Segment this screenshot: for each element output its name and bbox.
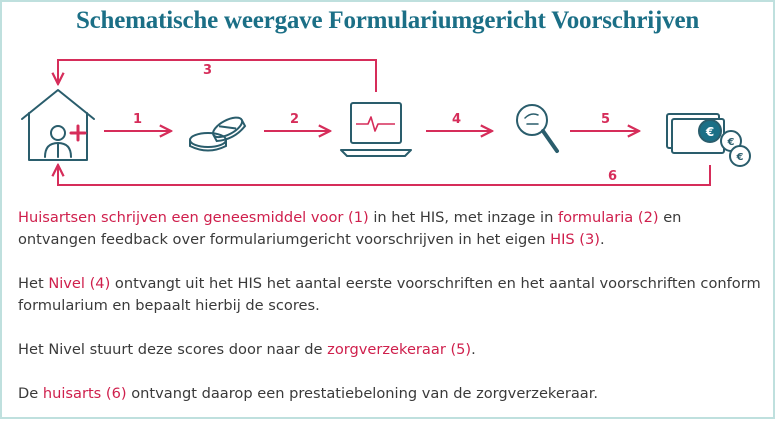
text-span: Het Nivel stuurt deze scores door naar de xyxy=(18,341,328,358)
highlight-gp: huisarts (6) xyxy=(42,385,127,402)
money-euro-icon xyxy=(667,114,750,166)
paragraph-nivel xyxy=(18,273,763,317)
text-span: . xyxy=(599,231,605,248)
flow-diagram xyxy=(0,0,775,200)
arrow-label-5: 5 xyxy=(601,112,611,127)
arrow-3 xyxy=(58,60,376,92)
magnifier-icon xyxy=(517,105,557,151)
page-title: Schematische weergave Formulariumgericht Voorschrijven xyxy=(75,7,700,34)
paragraph-insurer xyxy=(18,339,763,361)
highlight-nivel: Nivel (4) xyxy=(48,275,111,292)
highlight-formularia: formularia (2) xyxy=(557,209,659,226)
laptop-icon xyxy=(341,103,411,156)
svg-text:€: € xyxy=(736,152,744,163)
text-span: De xyxy=(18,385,43,402)
highlight-prescribe: Huisartsen schrijven een geneesmiddel voor (1) xyxy=(18,209,369,226)
text-span: in het HIS, met inzage in xyxy=(368,209,558,226)
arrow-label-4: 4 xyxy=(452,112,462,127)
text-span: ontvangt daarop een prestatiebeloning van de zorgverzekeraar. xyxy=(126,385,599,402)
highlight-his: HIS (3) xyxy=(550,231,600,248)
paragraph-prescribing xyxy=(18,207,763,251)
house-doctor-icon xyxy=(22,90,94,160)
text-span: en ontvangen feedback over formulariumgericht voorschrijven in het eigen xyxy=(18,209,682,248)
pills-icon xyxy=(190,114,247,151)
text-span: . xyxy=(471,341,476,358)
arrow-label-3: 3 xyxy=(203,63,213,78)
arrow-label-6: 6 xyxy=(608,169,618,184)
text-span: Het xyxy=(18,275,49,292)
arrow-label-2: 2 xyxy=(290,112,300,127)
text-span: ontvangt uit het HIS het aantal eerste voorschriften en het aantal voorschriften conform formularium en bepaalt hierbij de scores. xyxy=(18,275,761,314)
description-text xyxy=(18,207,763,427)
svg-text:€: € xyxy=(727,137,735,148)
arrow-label-1: 1 xyxy=(133,112,143,127)
highlight-insurer: zorgverzekeraar (5) xyxy=(327,341,472,358)
paragraph-reward xyxy=(18,383,763,405)
svg-text:€: € xyxy=(705,125,715,139)
